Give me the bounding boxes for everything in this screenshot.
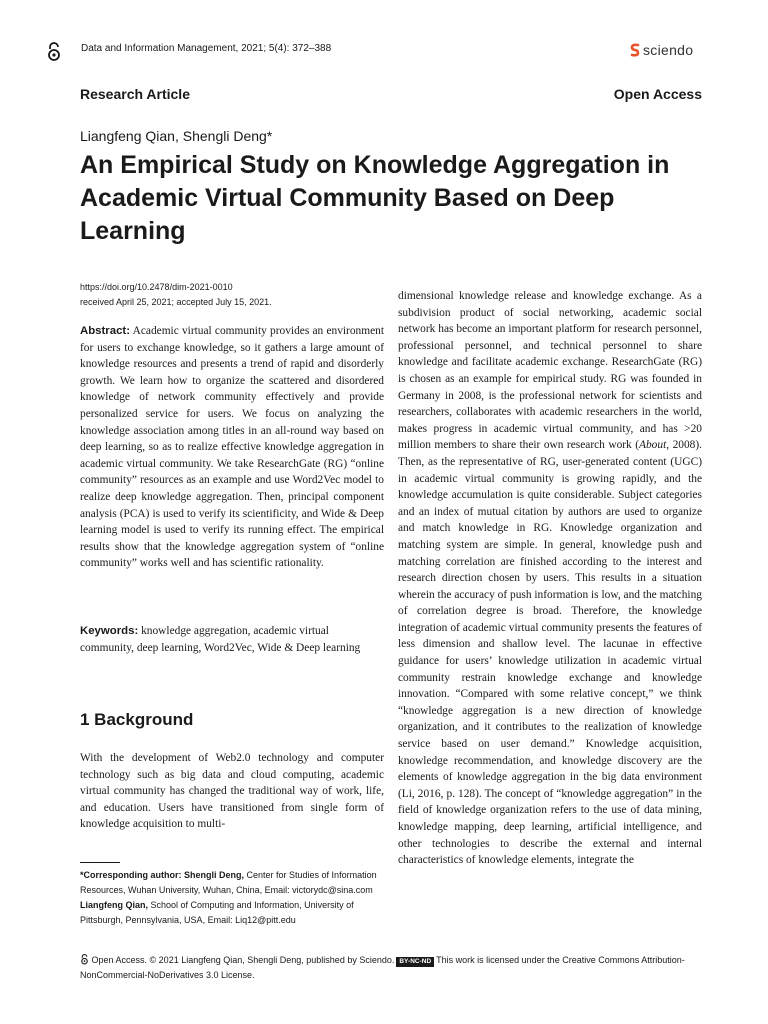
section-body: With the development of Web2.0 technology and computer technology such as big data and cloud computing, academic virtual community has changed the traditional way of work, life, and education. Users have transitioned from single form of knowledge acquisition to multi-: [80, 752, 384, 831]
open-access-icon: [80, 954, 89, 965]
keywords-label: Keywords:: [80, 625, 139, 637]
access-label: Open Access: [613, 86, 702, 102]
sciendo-logo-icon: [630, 43, 640, 57]
author-note-text: School of Computing and Information, University of Pittsburgh, Pennsylvania, USA, Email: Liq12@pitt.edu: [80, 900, 354, 925]
doi-link[interactable]: https://doi.org/10.2478/dim-2021-0010: [80, 282, 233, 292]
journal-citation: Data and Information Management, 2021; 5(4): 372–388: [81, 43, 332, 54]
abstract-text: Academic virtual community provides an environment for users to exchange knowledge, so it gathers a large amount of knowledge resources and presents a trend of rapid and disorderly growth. We learn how to organize the scattered and disordered knowledge of network community effectively and provide personalized service for users. We focus on analyzing the knowledge association among titles in an all-round way based on deep learning, so as to realize effective knowledge aggregation in academic virtual community. We take ResearchGate (RG) “online community” resources as an example and use Word2Vec model to realize deep knowledge aggregation. Then, principal component analysis (PCA) is used to verify its scientificity, and Wide & Deep learning model is used to verify its running effect. The empirical results show that the knowledge aggregation system of “online community” works well and has scientific rationality.: [80, 325, 385, 570]
received-dates: received April 25, 2021; accepted July 15, 2021.: [80, 297, 272, 307]
article-type: Research Article: [80, 86, 190, 102]
footnotes: [80, 868, 384, 928]
author-note: [80, 898, 384, 928]
keywords-text: knowledge aggregation, academic virtual community, deep learning, Word2Vec, Wide & Deep learning: [80, 625, 361, 654]
corresponding-author-text: Center for Studies of Information Resources, Wuhan University, Wuhan, China, Email: victorydc@sina.com: [80, 870, 377, 895]
license-text-1: Open Access. © 2021 Liangfeng Qian, Shengli Deng, published by Sciendo.: [91, 955, 395, 965]
paper-title: An Empirical Study on Knowledge Aggregation in Academic Virtual Community Based on Deep Learning: [80, 151, 670, 245]
publisher-name: sciendo: [643, 42, 694, 58]
keywords: [80, 623, 384, 656]
footnote-divider: [80, 862, 120, 863]
author-note-label: Liangfeng Qian,: [80, 900, 149, 910]
corresponding-author-note: [80, 868, 384, 898]
abstract: [80, 323, 384, 572]
doi-block: [80, 280, 272, 310]
body-text-part1: dimensional knowledge release and knowledge exchange. As a subdivision product of social networking, academic social network has become an important platform for research personnel, professional personnel, and technical personnel to share knowledge and facilitate academic exchange. ResearchGate (RG) is chosen as an example for empirical study. RG was founded in Germany in 2008, is the professional network for scientists and researchers, collaborates with academic researchers in the world, makes progress in academic virtual community, and has >20 million members to share their own research work (: [398, 290, 702, 452]
section-heading: 1 Background: [80, 710, 194, 729]
open-access-icon: [46, 42, 62, 62]
body-text-part2: , 2008). Then, as the representative of RG, user-generated content (UGC) in academic virtual community is growing rapidly, and the knowledge accumulation is quite considerable. Subject categories and an index of mutual citation by authors are used to organize and match knowledge in RG. Knowledge organization and matching system are simple. In general, knowledge push and matching correlation are finished according to the interest and research direction chosen by users. This results in a situation wherein the accuracy of push information is low, and the matching of correlation degree is broad. Therefore, the knowledge integration of academic virtual community presents the features of less dimension and shallow level. The lacunae in effective guidance for users’ knowledge utilization in academic virtual community restrain knowledge exchange and knowledge innovation. “Compared with some relative concept,” we think “knowledge aggregation is a new direction of knowledge organization, and it contributes to the realization of knowledge service based on user demand.” Knowledge acquisition, knowledge recommendation, and knowledge discovery are the elements of knowledge aggregation in the big data environment (Li, 2016, p. 128). The concept of “knowledge aggregation” in the field of knowledge organization refers to the use of data mining, knowledge mapping, deep learning, artificial intelligence, and other technologies to describe the external and internal characteristics of knowledge elements, integrate the: [398, 439, 702, 867]
license-footer: [80, 953, 702, 983]
corresponding-author-label: *Corresponding author: Shengli Deng,: [80, 870, 244, 880]
body-text-right: [398, 288, 702, 869]
authors: Liangfeng Qian, Shengli Deng*: [80, 128, 273, 144]
citation-about: About: [639, 439, 667, 452]
cc-license-badge[interactable]: BY-NC-ND: [396, 957, 434, 967]
license-text-2: This work is licensed under the Creative Commons Attribution-NonCommercial-NoDerivatives 3.0 License.: [80, 955, 685, 980]
publisher-logo: [630, 42, 693, 58]
abstract-label: Abstract:: [80, 325, 131, 337]
